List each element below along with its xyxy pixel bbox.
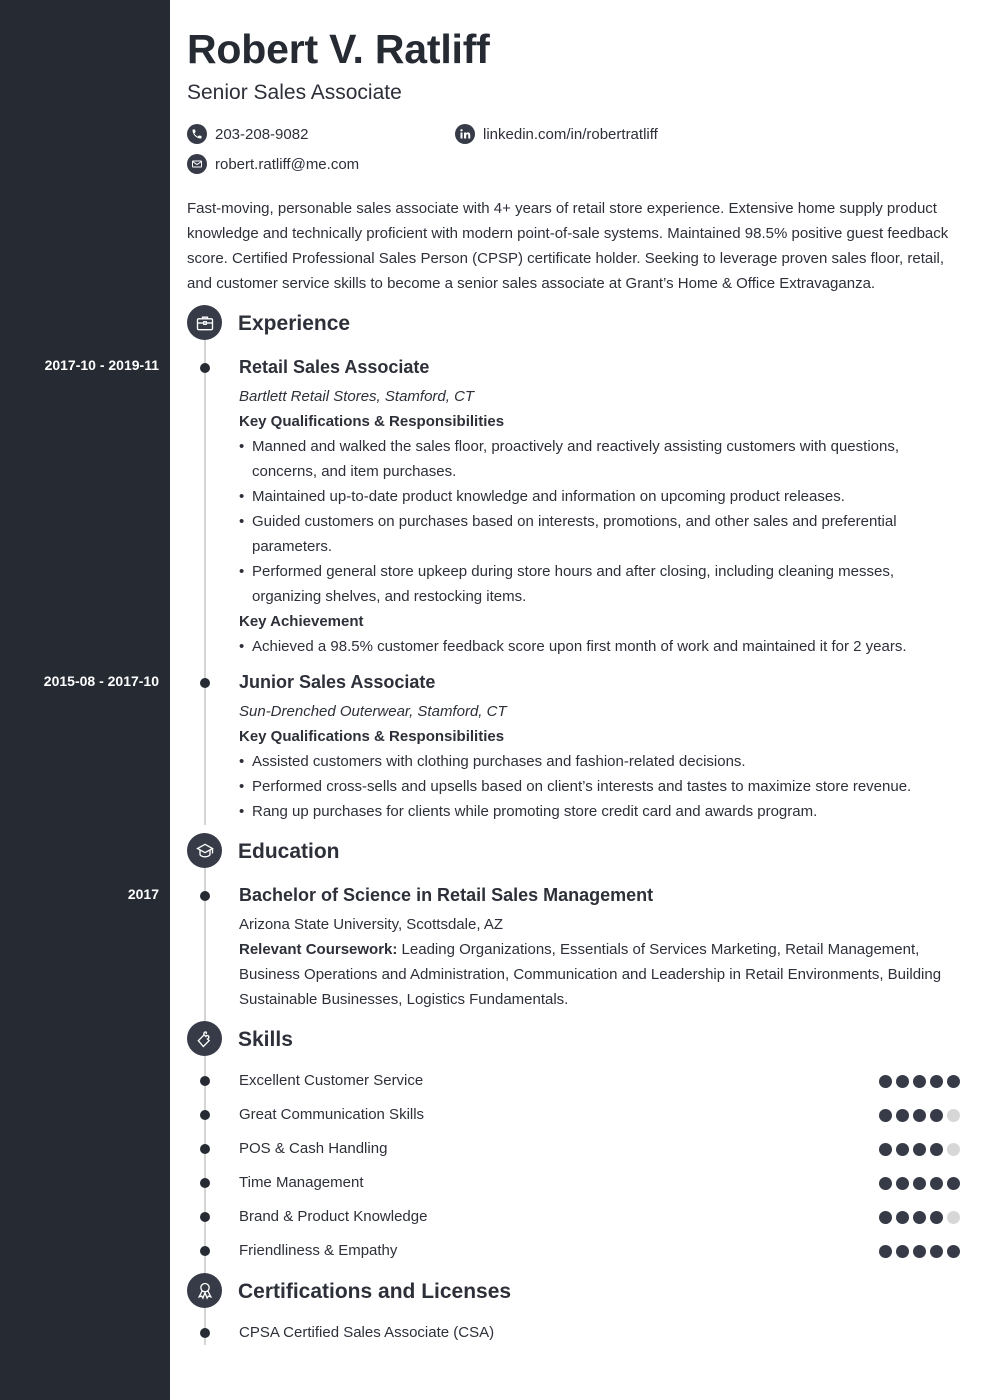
puzzle-icon [187,1021,222,1056]
list-item: • Achieved a 98.5% customer feedback score upon first month of work and maintained it for 2 years. [239,634,939,659]
skill-name: Brand & Product Knowledge [239,1208,428,1225]
rating-dot [879,1211,892,1224]
school-name: Arizona State University, Scottsdale, AZ [239,916,504,933]
timeline-dot [200,363,210,373]
timeline-dot [200,1144,210,1154]
rating-dot [896,1143,909,1156]
timeline-dot [200,678,210,688]
section-title-certifications: Certifications and Licenses [238,1280,512,1303]
rating-dot [896,1211,909,1224]
responsibilities-heading: Key Qualifications & Responsibilities [239,728,505,745]
degree-title: Bachelor of Science in Retail Sales Management [239,885,654,905]
skill-rating [879,1075,960,1088]
contact-phone [187,124,308,144]
list-item: • Guided customers on purchases based on interests, promotions, and other sales and preferential parameters. [239,509,939,559]
rating-dot [913,1143,926,1156]
certification-item: CPSA Certified Sales Associate (CSA) [239,1324,495,1341]
responsibilities-list [239,749,959,824]
skill-name: Friendliness & Empathy [239,1242,398,1259]
section-title-skills: Skills [238,1028,293,1051]
coursework [239,937,959,1012]
skill-rating [879,1109,960,1122]
rating-dot [947,1075,960,1088]
rating-dot [947,1211,960,1224]
rating-dot [913,1075,926,1088]
skill-name: Time Management [239,1174,364,1191]
graduation-cap-icon [187,833,222,868]
skill-name: POS & Cash Handling [239,1140,388,1157]
timeline-dot [200,1328,210,1338]
list-item: • Performed cross-sells and upsells based on client’s interests and tastes to maximize store revenue. [239,774,959,799]
responsibilities-heading: Key Qualifications & Responsibilities [239,413,505,430]
rating-dot [913,1177,926,1190]
list-item: • Rang up purchases for clients while promoting store credit card and awards program. [239,799,959,824]
rating-dot [879,1109,892,1122]
rating-dot [947,1245,960,1258]
contact-email[interactable] [187,154,359,174]
rating-dot [947,1109,960,1122]
job-title: Retail Sales Associate [239,357,430,377]
rating-dot [879,1245,892,1258]
timeline-dot [200,1110,210,1120]
timeline-dot [200,1178,210,1188]
rating-dot [930,1075,943,1088]
phone-text: 203-208-9082 [215,125,309,143]
job-dates: 2017-10 - 2019-11 [44,357,159,373]
linkedin-link[interactable]: linkedin.com/in/robertratliff [483,125,658,143]
award-ribbon-icon [187,1273,222,1308]
rating-dot [896,1177,909,1190]
list-item: • Performed general store upkeep during store hours and after closing, including cleaning messes, organizing shelves, and restocking items. [239,559,939,609]
skill-rating [879,1143,960,1156]
rating-dot [947,1177,960,1190]
profile-summary: Fast-moving, personable sales associate with 4+ years of retail store experience. Extensive home supply product knowledge and technically proficient with modern point-of-sale systems. Maintained 98.5% positive guest feedback score. Certified Professional Sales Person (CPSP) certificate holder. Seeking to leverage proven sales floor, retail, and customer service skills to become a senior sales associate at Grant’s Home & Office Extravaganza. [187,200,949,292]
rating-dot [879,1143,892,1156]
responsibilities-list [239,434,939,609]
section-title-education: Education [238,840,340,863]
candidate-title: Senior Sales Associate [187,81,402,104]
rating-dot [930,1143,943,1156]
timeline-dot [200,891,210,901]
rating-dot [930,1211,943,1224]
list-item: • Maintained up-to-date product knowledge and information on upcoming product releases. [239,484,939,509]
skill-rating [879,1245,960,1258]
phone-icon [187,124,207,144]
coursework-text: Leading Organizations, Essentials of Services Marketing, Retail Management, Business Operations and Administration, Communication and Leadership in Retail Environments, Building Sustainable Businesses, Logistics Fundamentals. [239,941,942,1008]
education-date: 2017 [127,886,159,902]
achievements-list [239,634,939,659]
rating-dot [930,1177,943,1190]
skill-name: Excellent Customer Service [239,1072,424,1089]
skill-rating [879,1177,960,1190]
job-title: Junior Sales Associate [239,672,436,692]
rating-dot [879,1177,892,1190]
rating-dot [896,1245,909,1258]
timeline-dot [200,1246,210,1256]
achievement-heading: Key Achievement [239,613,364,630]
candidate-name: Robert V. Ratliff [187,26,490,72]
timeline-experience [204,330,206,825]
rating-dot [913,1109,926,1122]
rating-dot [930,1109,943,1122]
timeline-dot [200,1076,210,1086]
email-link[interactable]: robert.ratliff@me.com [215,155,360,173]
list-item: • Manned and walked the sales floor, proactively and reactively assisting customers with questions, concerns, and item purchases. [239,434,939,484]
skill-rating [879,1211,960,1224]
skill-name: Great Communication Skills [239,1106,425,1123]
rating-dot [913,1245,926,1258]
coursework-label: Relevant Coursework: [239,941,398,958]
job-dates: 2015-08 - 2017-10 [43,673,159,689]
rating-dot [879,1075,892,1088]
section-title-experience: Experience [238,312,351,335]
linkedin-icon [455,124,475,144]
timeline-education [204,860,206,1030]
job-company: Bartlett Retail Stores, Stamford, CT [239,388,475,405]
contact-linkedin[interactable] [455,124,658,144]
rating-dot [930,1245,943,1258]
briefcase-icon [187,305,222,340]
job-company: Sun-Drenched Outerwear, Stamford, CT [239,703,507,720]
rating-dot [896,1109,909,1122]
list-item: • Assisted customers with clothing purchases and fashion-related decisions. [239,749,959,774]
timeline-dot [200,1212,210,1222]
rating-dot [913,1211,926,1224]
envelope-icon [187,154,207,174]
rating-dot [896,1075,909,1088]
rating-dot [947,1143,960,1156]
